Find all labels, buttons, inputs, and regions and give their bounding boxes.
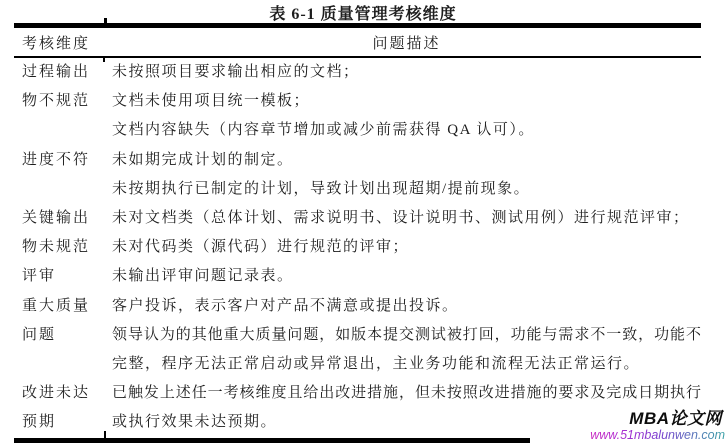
column-header-description: 问题描述: [372, 35, 441, 52]
dimension-text-line: 物未规范: [22, 239, 91, 256]
assessment-table: [14, 23, 701, 443]
dimension-text-line: 预期: [22, 414, 57, 431]
dimension-text-line: 物不规范: [22, 93, 91, 110]
description-text-line: 未按期执行已制定的计划，导致计划出现超期/提前现象。: [112, 180, 531, 197]
description-text-line: 领导认为的其他重大质量问题，如版本提交测试被打回，功能与需求不一致，功能不: [112, 326, 701, 343]
watermark: [530, 406, 726, 446]
dimension-text-line: 关键输出: [22, 210, 91, 227]
column-boundary-tick-header: [103, 58, 105, 62]
column-boundary-tick-top: [104, 18, 107, 23]
dimension-text-line: 过程输出: [22, 64, 91, 80]
description-cell: [105, 58, 701, 146]
table-row: [14, 58, 701, 146]
column-header-dimension: 考核维度: [22, 35, 91, 52]
table-row: [14, 146, 701, 204]
dimension-cell: [14, 204, 105, 292]
description-cell: [105, 146, 701, 204]
description-text-line: 文档内容缺失（内容章节增加或减少前需获得 QA 认可）。: [112, 122, 535, 139]
description-text-line: 完整，程序无法正常启动或异常退出，主业务功能和流程无法正常运行。: [112, 356, 641, 373]
description-text-line: 未对代码类（源代码）进行规范的评审；: [112, 239, 410, 256]
table-row: [14, 204, 701, 292]
description-text-line: 未对文档类（总体计划、需求说明书、设计说明书、测试用例）进行规范评审；: [112, 210, 690, 227]
dimension-text-line: 问题: [22, 326, 57, 343]
description-text-line: 客户投诉，表示客户对产品不满意或提出投诉。: [112, 297, 459, 314]
dimension-text-line: 改进未达: [22, 385, 91, 402]
description-cell: [105, 204, 701, 292]
description-text-line: 未按照项目要求输出相应的文档；: [112, 64, 360, 80]
description-cell: [105, 292, 701, 380]
dimension-cell: [14, 379, 105, 437]
table-header-row: [14, 28, 701, 56]
dimension-cell: [14, 292, 105, 380]
column-boundary-tick-bottom: [104, 431, 106, 439]
table-row: [14, 292, 701, 380]
watermark-brand: MBA论文网: [629, 409, 722, 428]
description-text-line: 或执行效果未达预期。: [112, 414, 278, 431]
dimension-cell: [14, 58, 105, 146]
description-text-line: 未输出评审问题记录表。: [112, 268, 294, 285]
description-text-line: 未如期完成计划的制定。: [112, 151, 294, 168]
description-text-line: 文档未使用项目统一模板；: [112, 93, 311, 110]
dimension-cell: [14, 146, 105, 204]
dimension-text-line: 评审: [22, 268, 57, 285]
watermark-url: www.51mbalunwen.com: [530, 428, 726, 442]
dimension-text-line: 进度不符: [22, 151, 91, 168]
dimension-text-line: 重大质量: [22, 297, 91, 314]
description-text-line: 已触发上述任一考核维度且给出改进措施，但未按照改进措施的要求及完成日期执行: [112, 385, 701, 402]
table-body: [14, 58, 701, 438]
table-caption: 表 6-1 质量管理考核维度: [269, 6, 457, 23]
